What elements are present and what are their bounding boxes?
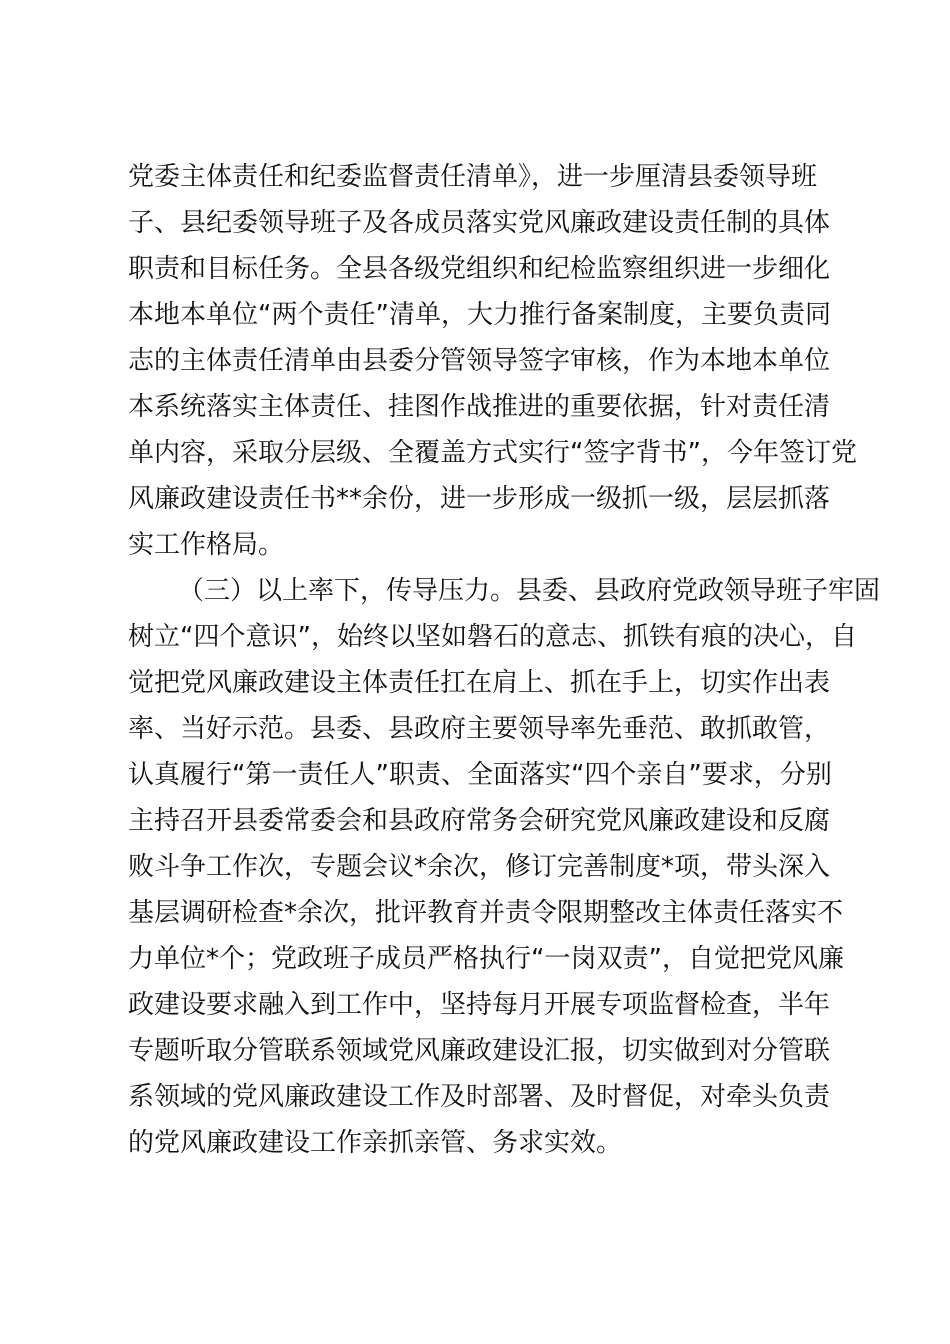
text-line: 认真履行“第一责任人”职责、全面落实“四个亲自”要求，分别 — [128, 760, 832, 790]
text-line: 率、当好示范。县委、县政府主要领导率先垂范、敢抓敢管， — [128, 714, 831, 744]
text-line: 系领域的党风廉政建设工作及时部署、及时督促，对牵头负责 — [128, 1082, 831, 1112]
text-line: 专题听取分管联系领域党风廉政建设汇报，切实做到对分管联 — [128, 1036, 831, 1066]
text-line: 基层调研检查*余次，批评教育并责令限期整改主体责任落实不 — [128, 898, 844, 928]
text-line: 树立“四个意识”，始终以坚如磐石的意志、抓铁有痕的决心，自 — [128, 622, 857, 652]
text-line: 力单位*个；党政班子成员严格执行“一岗双责”，自觉把党风廉 — [128, 944, 844, 974]
text-line: 职责和目标任务。全县各级党组织和纪检监察组织进一步细化 — [128, 254, 831, 284]
text-line: 败斗争工作次，专题会议*余次，修订完善制度*项，带头深入 — [128, 852, 831, 882]
text-line: 子、县纪委领导班子及各成员落实党风廉政建设责任制的具体 — [128, 208, 831, 238]
text-line: 本地本单位“两个责任”清单，大力推行备案制度，主要负责同 — [128, 300, 831, 330]
text-line: 本系统落实主体责任、挂图作战推进的重要依据，针对责任清 — [128, 392, 831, 422]
paragraph-lead-by-example — [128, 568, 881, 1166]
text-line: 觉把党风廉政建设主体责任扛在肩上、抓在手上，切实作出表 — [128, 668, 831, 698]
text-line: 实工作格局。 — [128, 530, 285, 560]
paragraph-responsibility-list — [128, 154, 857, 568]
document-body — [128, 154, 881, 1166]
text-line: 风廉政建设责任书**余份，进一步形成一级抓一级，层层抓落 — [128, 484, 831, 514]
text-line: 单内容，采取分层级、全覆盖方式实行“签字背书”，今年签订党 — [128, 438, 857, 468]
text-line: 主持召开县委常委会和县政府常务会研究党风廉政建设和反腐 — [128, 806, 831, 836]
text-line-first: （三）以上率下，传导压力。县委、县政府党政领导班子牢固 — [178, 576, 881, 606]
text-line: 志的主体责任清单由县委分管领导签字审核，作为本地本单位 — [128, 346, 831, 376]
text-line: 的党风廉政建设工作亲抓亲管、务求实效。 — [128, 1128, 623, 1158]
text-line: 党委主体责任和纪委监督责任清单》，进一步厘清县委领导班 — [128, 162, 818, 192]
text-line: 政建设要求融入到工作中，坚持每月开展专项监督检查，半年 — [128, 990, 831, 1020]
